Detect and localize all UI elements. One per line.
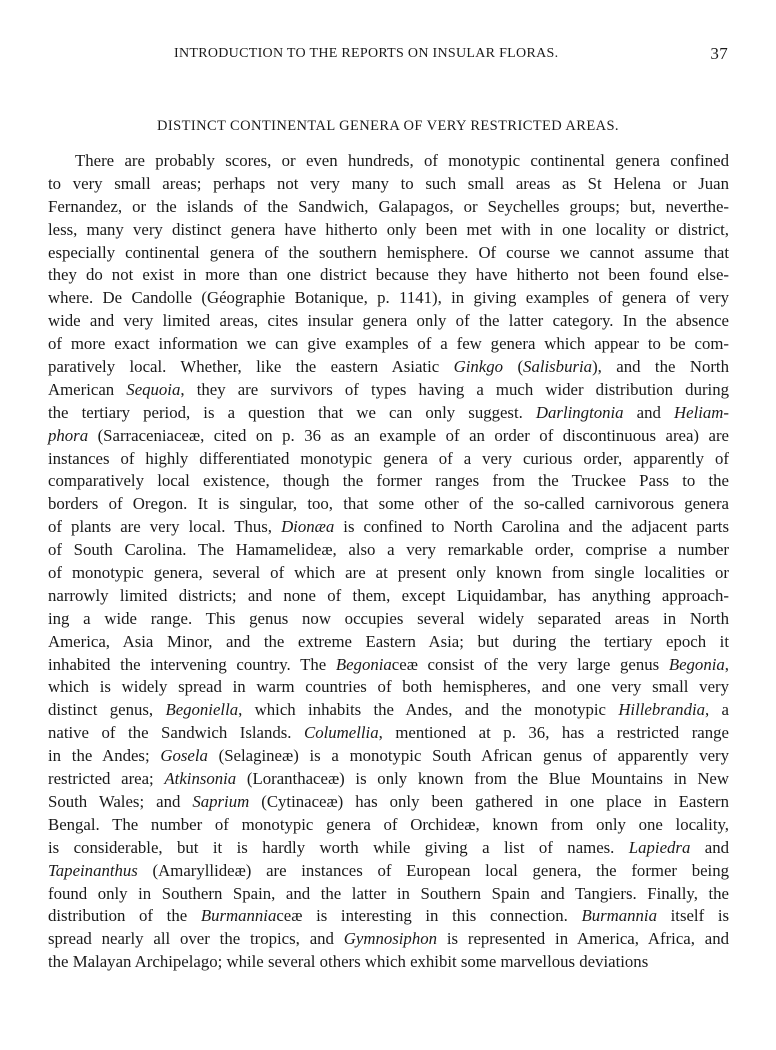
text-line: America, Asia Minor, and the extreme Eastern Asia; but during the tertiary epoch it <box>48 631 729 651</box>
text-line: less, many very distinct genera have hitherto only been met with in one locality or district, <box>48 219 729 239</box>
text-line: of South Carolina. The Hamamelideæ, also a very remarkable order, comprise a number <box>48 540 729 560</box>
text-line: Tapeinanthus (Amaryllideæ) are instances of European local genera, the former being <box>48 860 729 880</box>
text-line: phora (Sarraceniaceæ, cited on p. 36 as an example of an order of discontinuous area) are <box>48 425 729 445</box>
text-line: the tertiary period, is a question that we can only suggest. Darlingtonia and Heliam- <box>48 402 729 422</box>
text-line: There are probably scores, or even hundreds, of monotypic continental genera confined <box>75 151 729 170</box>
text-line: distinct genus, Begoniella, which inhabits the Andes, and the monotypic Hillebrandia, a <box>48 700 729 720</box>
text-line: restricted area; Atkinsonia (Loranthaceæ) is only known from the Blue Mountains in New <box>48 769 730 789</box>
page-number: 37 <box>710 44 728 63</box>
text-line: inhabited the intervening country. The Begoniaceæ consist of the very large genus Begonia, <box>48 654 729 674</box>
text-line: narrowly limited districts; and none of them, except Liquidambar, has anything approach- <box>48 585 729 605</box>
text-line: comparatively local existence, though the former ranges from the Truckee Pass to the <box>48 471 729 491</box>
text-line: of monotypic genera, several of which are at present only known from single localities or <box>48 563 729 583</box>
text-line: the Malayan Archipelago; while several others which exhibit some marvellous deviations <box>48 952 649 972</box>
text-line: ing a wide range. This genus now occupies several widely separated areas in North <box>48 608 729 628</box>
text-line: they do not exist in more than one district because they have hitherto not been found else- <box>48 265 729 285</box>
text-line: instances of highly differentiated monotypic genera of a very curious order, apparently of <box>48 448 729 468</box>
text-line: native of the Sandwich Islands. Columellia, mentioned at p. 36, has a restricted range <box>48 723 729 743</box>
text-line: spread nearly all over the tropics, and Gymnosiphon is represented in America, Africa, and <box>48 929 729 949</box>
section-heading: DISTINCT CONTINENTAL GENERA OF VERY RESTRICTED AREAS. <box>157 118 619 134</box>
text-line: is considerable, but it is hardly worth while giving a list of names. Lapiedra and <box>48 837 729 857</box>
body-paragraph <box>48 150 729 974</box>
running-header <box>48 46 728 68</box>
text-line: where. De Candolle (Géographie Botanique, p. 1141), in giving examples of genera of very <box>48 288 729 308</box>
text-line: South Wales; and Saprium (Cytinaceæ) has only been gathered in one place in Eastern <box>48 791 729 811</box>
text-line: to very small areas; perhaps not very many to such small areas as St Helena or Juan <box>48 173 729 193</box>
text-line: in the Andes; Gosela (Selagineæ) is a monotypic South African genus of apparently very <box>48 746 729 766</box>
text-line: of plants are very local. Thus, Dionæa is confined to North Carolina and the adjacent parts <box>48 517 729 537</box>
text-line: paratively local. Whether, like the eastern Asiatic Ginkgo (Salisburia), and the North <box>48 357 729 377</box>
text-line: found only in Southern Spain, and the latter in Southern Spain and Tangiers. Finally, the <box>48 883 729 903</box>
text-line: distribution of the Burmanniaceæ is interesting in this connection. Burmannia itself is <box>48 906 730 926</box>
text-line: Fernandez, or the islands of the Sandwich, Galapagos, or Seychelles groups; but, neverthe- <box>48 196 729 216</box>
text-line: borders of Oregon. It is singular, too, that some other of the so-called carnivorous genera <box>48 494 729 514</box>
text-line: American Sequoia, they are survivors of types having a much wider distribution during <box>48 379 729 399</box>
text-line: wide and very limited areas, cites insular genera only of the latter category. In the absence <box>48 311 729 331</box>
text-line: especially continental genera of the southern hemisphere. Of course we cannot assume that <box>48 242 729 262</box>
running-header-title: INTRODUCTION TO THE REPORTS ON INSULAR FLORAS. <box>174 46 559 61</box>
text-line: Bengal. The number of monotypic genera of Orchideæ, known from only one locality, <box>48 814 729 834</box>
text-line: of more exact information we can give examples of a few genera which appear to be com- <box>48 334 729 354</box>
text-line: which is widely spread in warm countries of both hemispheres, and one very small very <box>48 677 729 697</box>
